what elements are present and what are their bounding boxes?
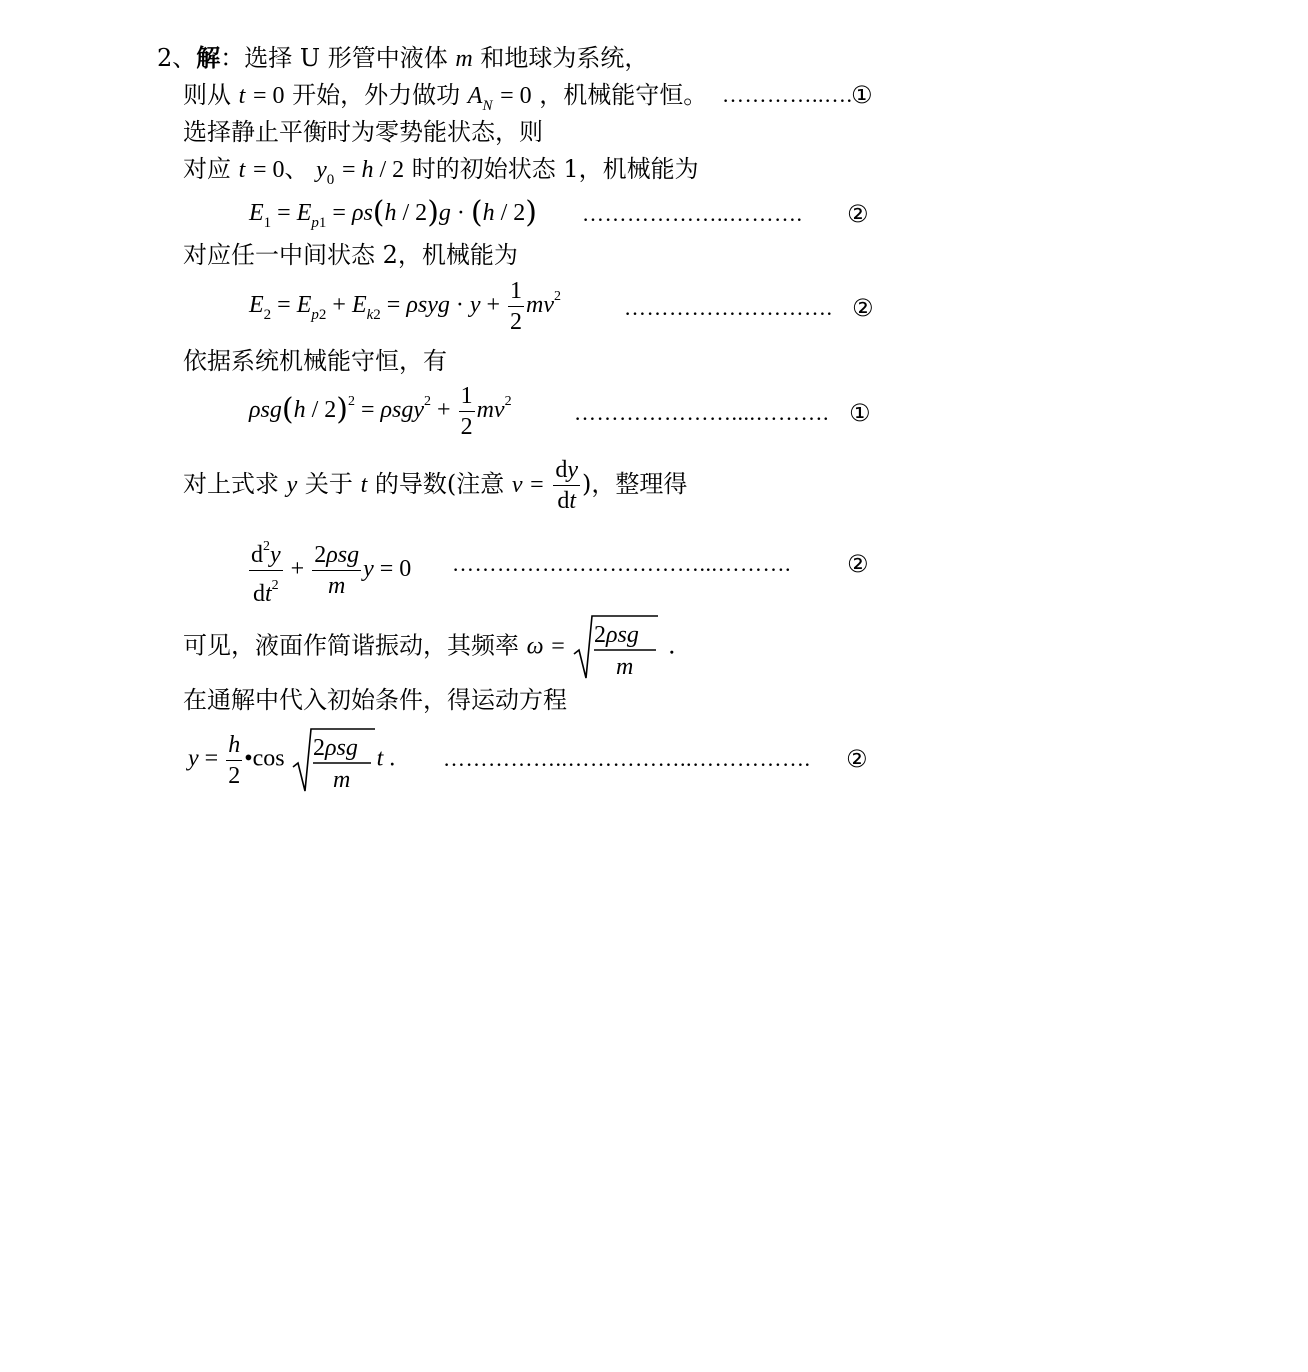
line-initial-conditions: 在通解中代入初始条件，得运动方程 (183, 686, 567, 714)
leader-dots: ……………..……………..……………. (443, 746, 811, 771)
leader-dots: …………………....………. (574, 400, 829, 425)
equation-oscillator: $\frac{d^2y}{dt^2}$ + $\frac{\text{2ρsg}}{m}$ y = 0 (247, 532, 411, 609)
equation-e2: $E_2 = E_{p2} + E_{k2} = \rho syg \cdot y$ + $\frac{1}{2}$ $mv^2$ (249, 278, 562, 335)
equation-motion: y = $\frac{h}{2}$ •cos 2ρsg m t . (188, 725, 395, 795)
leader-dots: …………..…. (722, 82, 853, 107)
line-intermediate-state: 对应任一中间状态 2，机械能为 (183, 241, 518, 269)
line-energy-conservation: 则从 t = 0 开始，外力做功 $A_N = 0$ ，机械能守恒。 (183, 81, 708, 114)
svg-text:m: m (616, 654, 634, 680)
frequency-root (572, 612, 660, 682)
solution-heading (157, 43, 648, 74)
radical-sign-icon (572, 612, 660, 682)
line-frequency: 可见，液面作简谐振动，其频率 ω = 2ρsg m . (183, 612, 676, 682)
line-initial-state: 对应 t = 0、 $y_0 = h / 2$ 时的初始状态 1，机械能为 (183, 155, 699, 188)
equation-conservation: ρsg(h / 2)$^2$ = ρsgy$^2$ + $\frac{1}{2}$ $mv^2$ (249, 383, 512, 440)
score-mark: ② (846, 745, 868, 773)
radical-sign-icon (291, 725, 377, 795)
equation-e1: $E_1 = E_{p1} = \rho s(h / 2)g \cdot (h / 2)$ (249, 195, 538, 231)
score-mark: ② (852, 294, 874, 322)
line-zero-potential: 选择静止平衡时为零势能状态，则 (183, 118, 543, 146)
heading-text: ：选择 U 形管中液体 m 和地球为系统， (220, 44, 649, 72)
svg-text:m: m (332, 767, 350, 793)
leader-dots: ………………..………. (582, 201, 803, 226)
line-derivative: 对上式求 y 关于 t 的导数(注意 v = $\frac{dy}{dt}$ )，整理得 (183, 457, 688, 514)
leader-dots: ……………………………...………. (452, 551, 791, 576)
score-mark: ② (847, 200, 869, 228)
motion-root (291, 725, 377, 795)
line-conservation: 依据系统机械能守恒，有 (183, 347, 447, 375)
score-mark: ① (851, 81, 873, 109)
score-mark: ② (847, 550, 869, 578)
svg-text:2ρsg: 2ρsg (594, 622, 640, 648)
svg-text:2ρsg: 2ρsg (312, 735, 358, 761)
solution-label: 解 (196, 43, 221, 72)
score-mark: ① (849, 399, 871, 427)
leader-dots: ………………………. (624, 295, 833, 320)
problem-number: 2、 (157, 44, 197, 72)
